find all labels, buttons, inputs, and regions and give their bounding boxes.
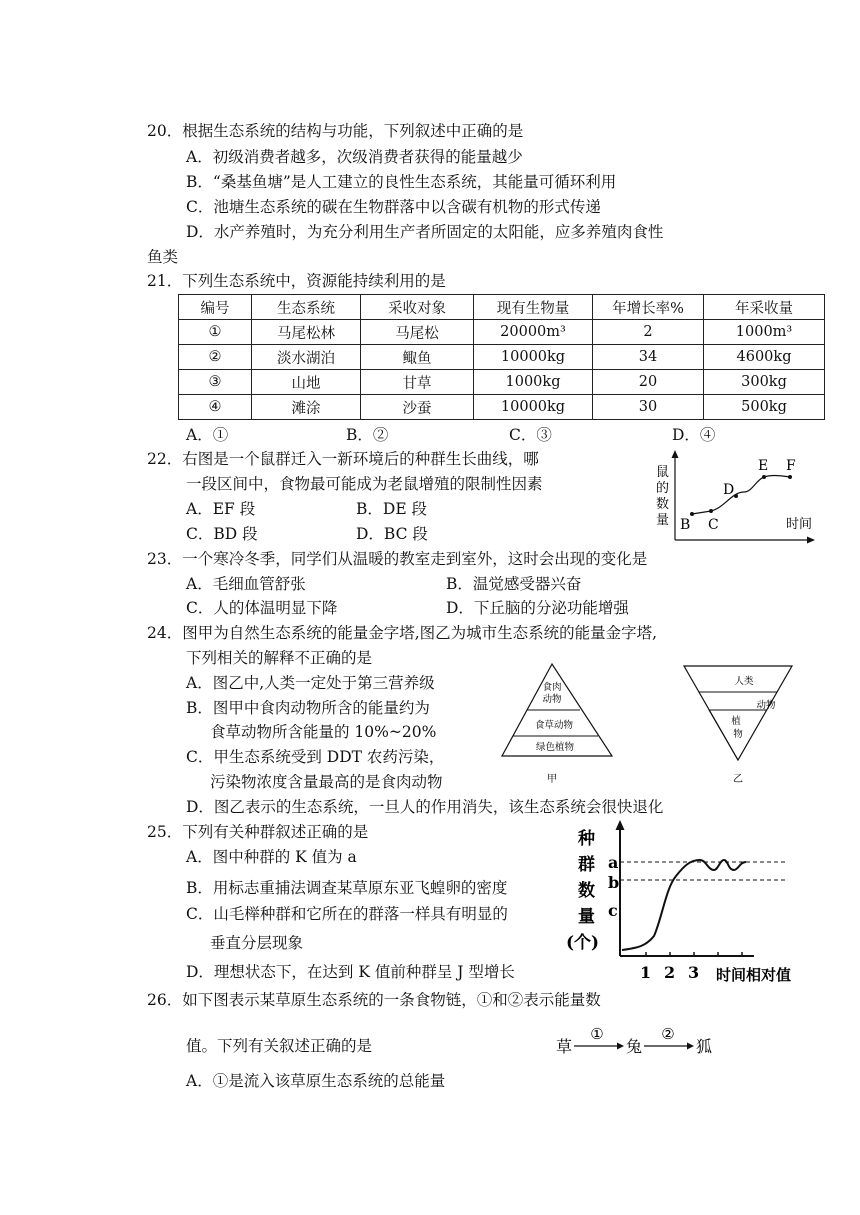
pyramid-yi-human-label: 人类 — [734, 676, 754, 687]
table-cell: 2 — [593, 320, 704, 345]
arrow-right-icon — [687, 1043, 694, 1050]
chain-node-fox: 狐 — [696, 1037, 713, 1056]
level-b-label: b — [608, 873, 620, 892]
q21-option-b: B．② — [346, 426, 389, 444]
header-cell: 年采收量 — [704, 295, 825, 320]
q22-stem-cont: 一段区间中，食物最可能成为老鼠增殖的限制性因素 — [186, 475, 543, 493]
q22-growth-curve-figure — [652, 448, 818, 548]
chain-node-rabbit: 兔 — [626, 1037, 643, 1056]
point-b — [690, 512, 694, 516]
table-row — [179, 345, 825, 370]
pyramid-jia-bottom-label: 绿色植物 — [535, 742, 575, 753]
q20-option-a: A．初级消费者越多，次级消费者获得的能量越少 — [186, 148, 523, 166]
point-f — [788, 475, 792, 479]
x-tick-label: 1 — [640, 963, 652, 982]
level-c-label: c — [608, 901, 618, 920]
q24-stem-cont: 下列相关的解释不正确的是 — [186, 649, 373, 667]
table-row — [179, 395, 825, 420]
pyramid-jia-caption: 甲 — [547, 774, 557, 785]
food-chain-figure — [550, 1022, 730, 1062]
q22-option-d: D．BC 段 — [356, 525, 428, 543]
q24-option-b: B．图甲中食肉动物所含的能量约为 — [186, 699, 430, 717]
table-cell: ③ — [179, 370, 252, 395]
q20-option-b: B．“桑基鱼塘”是人工建立的良性生态系统，其能量可循环利用 — [186, 173, 617, 191]
y-label-char: 的 — [656, 481, 670, 496]
q21-option-c: C．③ — [509, 426, 552, 444]
label-d: D — [723, 482, 735, 498]
label-f: F — [786, 458, 796, 474]
table-cell: ④ — [179, 395, 252, 420]
pyramid-jia-mid-label: 食草动物 — [534, 720, 574, 731]
q25-option-b: B．用标志重捕法调查某草原东亚飞蝗卵的密度 — [186, 879, 508, 897]
header-cell: 采收对象 — [361, 295, 474, 320]
q20-option-c: C．池塘生态系统的碳在生物群落中以含碳有机物的形式传递 — [186, 198, 601, 216]
chain-node-grass: 草 — [556, 1037, 573, 1056]
label-e: E — [758, 458, 769, 474]
table-cell: 30 — [593, 395, 704, 420]
table-cell: 10000kg — [474, 395, 593, 420]
table-cell: 4600kg — [704, 345, 825, 370]
q23-option-c: C．人的体温明显下降 — [186, 599, 338, 617]
q24-option-a: A．图乙中,人类一定处于第三营养级 — [186, 674, 435, 692]
q22-option-b: B．DE 段 — [356, 500, 428, 518]
pyramid-yi-plant-label: 植 — [731, 716, 741, 727]
chain-label-1: ① — [590, 1025, 604, 1043]
q25-stem: 25．下列有关种群叙述正确的是 — [147, 823, 369, 841]
q26-option-a: A．①是流入该草原生态系统的总能量 — [186, 1072, 446, 1090]
table-row — [179, 320, 825, 345]
pyramid-yi-animal-label: 动物 — [756, 700, 776, 711]
table-cell: 20000m³ — [474, 320, 593, 345]
q25-option-d: D．理想状态下，在达到 K 值前种群呈 J 型增长 — [186, 963, 515, 981]
q24-option-c-cont: 污染物浓度含量最高的是食肉动物 — [210, 773, 443, 791]
x-label: 时间相对值 — [716, 966, 792, 984]
table-row — [179, 370, 825, 395]
y-label-char: 数 — [656, 497, 670, 512]
q21-table — [178, 294, 825, 420]
pyramid-jia-figure — [494, 660, 624, 790]
q25-population-figure — [558, 818, 820, 988]
table-cell: 沙蚕 — [361, 395, 474, 420]
x-tick-label: 3 — [688, 963, 700, 982]
header-cell: 编号 — [179, 295, 252, 320]
table-cell: 马尾松林 — [252, 320, 361, 345]
point-d — [734, 494, 738, 498]
table-cell: 34 — [593, 345, 704, 370]
q23-option-d: D．下丘脑的分泌功能增强 — [446, 599, 629, 617]
pyramid-yi-plant-label-2: 物 — [733, 729, 743, 740]
header-cell: 生态系统 — [252, 295, 361, 320]
pyramid-yi-caption: 乙 — [733, 774, 743, 785]
table-cell: 500kg — [704, 395, 825, 420]
q25-option-c-cont: 垂直分层现象 — [210, 934, 304, 952]
point-c — [709, 509, 713, 513]
table-cell: 甘草 — [361, 370, 474, 395]
pyramid-jia-top-label: 食肉 — [542, 682, 562, 693]
table-cell: 1000m³ — [704, 320, 825, 345]
q21-option-a: A．① — [186, 426, 229, 444]
q26-stem: 26．如下图表示某草原生态系统的一条食物链，①和②表示能量数 — [147, 991, 601, 1009]
population-curve — [622, 860, 746, 950]
label-c: C — [708, 517, 719, 533]
q23-stem: 23．一个寒冷冬季，同学们从温暖的教室走到室外，这时会出现的变化是 — [147, 550, 648, 568]
q22-option-a: A．EF 段 — [186, 500, 256, 518]
q20-option-d-cont: 鱼类 — [147, 248, 179, 266]
header-cell: 现有生物量 — [474, 295, 593, 320]
level-a-label: a — [608, 853, 619, 872]
table-cell: 淡水湖泊 — [252, 345, 361, 370]
y-label-char: 量 — [656, 513, 670, 528]
table-cell: 马尾松 — [361, 320, 474, 345]
y-label-char: 种 — [578, 829, 595, 849]
table-cell: 10000kg — [474, 345, 593, 370]
growth-curve — [692, 476, 790, 515]
table-cell: 20 — [593, 370, 704, 395]
y-label-char: 鼠 — [656, 465, 670, 480]
q21-option-d: D．④ — [672, 426, 716, 444]
q22-stem: 22．右图是一个鼠群迁入一新环境后的种群生长曲线，哪 — [147, 450, 539, 468]
pyramid-yi-figure — [678, 660, 808, 790]
q22-option-c: C．BD 段 — [186, 525, 258, 543]
y-label-char: 群 — [578, 855, 595, 875]
q20-option-d: D．水产养殖时，为充分利用生产者所固定的太阳能，应多养殖肉食性 — [186, 223, 664, 241]
x-axis-arrow-icon — [807, 537, 815, 544]
y-label-unit: (个) — [566, 933, 600, 953]
q24-option-c: C．甲生态系统受到 DDT 农药污染， — [186, 748, 445, 766]
q26-stem-cont: 值。下列有关叙述正确的是 — [186, 1037, 373, 1055]
table-cell: 鲰鱼 — [361, 345, 474, 370]
q25-option-a: A．图中种群的 K 值为 a — [186, 848, 357, 866]
table-cell: 山地 — [252, 370, 361, 395]
q23-option-a: A．毛细血管舒张 — [186, 575, 306, 593]
q21-stem: 21．下列生态系统中，资源能持续利用的是 — [147, 272, 446, 290]
table-cell: ① — [179, 320, 252, 345]
q24-option-b-cont: 食草动物所含能量的 10%~20% — [210, 723, 437, 741]
chain-label-2: ② — [661, 1025, 675, 1043]
q24-option-d: D．图乙表示的生态系统，一旦人的作用消失，该生态系统会很快退化 — [186, 798, 664, 816]
table-cell: 滩涂 — [252, 395, 361, 420]
q23-option-b: B．温觉感受器兴奋 — [446, 575, 582, 593]
y-label-char: 数 — [578, 881, 595, 901]
pyramid-jia-top-label-2: 动物 — [542, 694, 562, 705]
y-label-char: 量 — [578, 907, 595, 927]
q25-option-c: C．山毛榉种群和它所在的群落一样具有明显的 — [186, 905, 508, 923]
q20-stem: 20．根据生态系统的结构与功能，下列叙述中正确的是 — [147, 122, 524, 140]
x-tick-label: 2 — [664, 963, 676, 982]
x-label: 时间 — [786, 517, 813, 532]
label-b: B — [680, 517, 691, 533]
q24-stem: 24．图甲为自然生态系统的能量金字塔,图乙为城市生态系统的能量金字塔, — [147, 624, 658, 642]
point-e — [762, 475, 766, 479]
table-cell: 1000kg — [474, 370, 593, 395]
y-axis-arrow-icon — [616, 820, 625, 830]
table-header-row — [179, 295, 825, 320]
arrow-right-icon — [617, 1043, 624, 1050]
header-cell: 年增长率% — [593, 295, 704, 320]
table-cell: 300kg — [704, 370, 825, 395]
y-axis-arrow-icon — [672, 450, 679, 458]
table-cell: ② — [179, 345, 252, 370]
